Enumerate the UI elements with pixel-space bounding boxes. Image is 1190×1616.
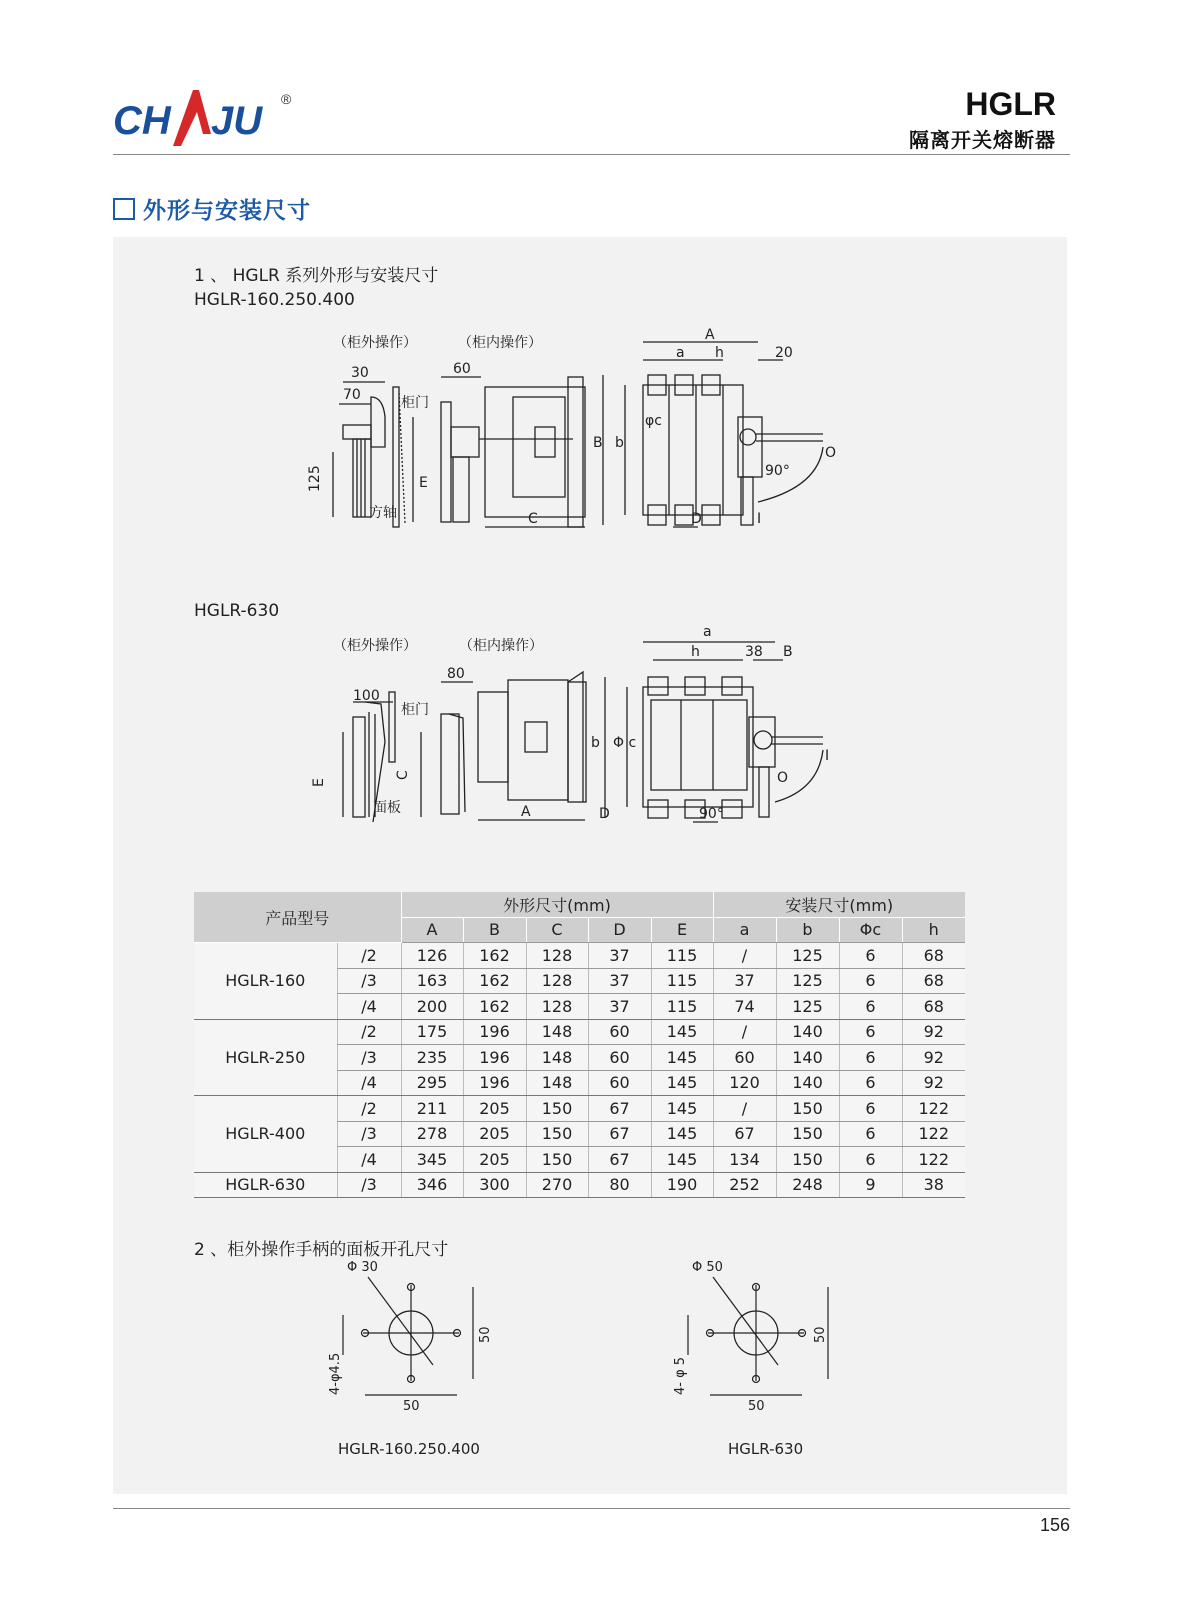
- th-model: 产品型号: [194, 892, 401, 943]
- cell-value: 190: [651, 1172, 713, 1198]
- cell-pole: /4: [337, 994, 401, 1020]
- cell-value: 175: [401, 1019, 463, 1045]
- cell-value: 6: [839, 1121, 902, 1147]
- diagram-2-model: HGLR-630: [194, 601, 280, 621]
- th-outline: 外形尺寸(mm): [401, 892, 713, 917]
- svg-text:80: 80: [447, 666, 465, 682]
- cell-value: 270: [526, 1172, 588, 1198]
- subsection-2-title: 2 、柜外操作手柄的面板开孔尺寸: [194, 1240, 449, 1260]
- cell-value: 9: [839, 1172, 902, 1198]
- svg-text:（柜内操作）: （柜内操作）: [459, 638, 543, 654]
- cutout-diagram-1: [323, 1255, 523, 1415]
- cell-value: 346: [401, 1172, 463, 1198]
- cell-value: 125: [776, 994, 839, 1020]
- subsection-1-title: 1 、 HGLR 系列外形与安装尺寸: [194, 266, 439, 286]
- svg-text:B: B: [783, 644, 793, 660]
- cutout-2-caption: HGLR-630: [728, 1440, 804, 1458]
- cell-value: 128: [526, 943, 588, 969]
- cell-value: 145: [651, 1019, 713, 1045]
- svg-text:a: a: [703, 624, 712, 640]
- svg-text:柜门: 柜门: [401, 702, 429, 718]
- cell-value: 140: [776, 1019, 839, 1045]
- cell-value: 68: [902, 968, 965, 994]
- svg-text:O: O: [777, 770, 789, 786]
- svg-text:38: 38: [745, 644, 763, 660]
- cell-pole: /2: [337, 943, 401, 969]
- th-col: Φc: [839, 917, 902, 943]
- cell-pole: /3: [337, 1121, 401, 1147]
- svg-text:4- φ 5: 4- φ 5: [673, 1356, 688, 1395]
- cell-pole: /3: [337, 1045, 401, 1071]
- diagram-hglr-160-250-400: [307, 327, 873, 537]
- cell-model: HGLR-250: [194, 1019, 337, 1096]
- cell-value: 345: [401, 1147, 463, 1173]
- th-col: D: [588, 917, 651, 943]
- cell-value: 163: [401, 968, 463, 994]
- svg-text:A: A: [521, 804, 531, 820]
- cell-value: 295: [401, 1070, 463, 1096]
- cell-value: 252: [713, 1172, 776, 1198]
- svg-text:B: B: [593, 435, 603, 451]
- cell-value: 235: [401, 1045, 463, 1071]
- svg-text:柜门: 柜门: [401, 395, 429, 411]
- svg-text:125: 125: [307, 465, 323, 492]
- cell-pole: /4: [337, 1070, 401, 1096]
- cell-model: HGLR-630: [194, 1172, 337, 1198]
- cell-model: HGLR-160: [194, 943, 337, 1020]
- footer-divider: [113, 1508, 1070, 1509]
- cell-value: 60: [588, 1045, 651, 1071]
- svg-text:O: O: [825, 445, 837, 461]
- cell-value: 126: [401, 943, 463, 969]
- cell-value: 92: [902, 1045, 965, 1071]
- svg-text:CH: CH: [113, 99, 171, 143]
- table-row: [194, 943, 965, 969]
- cell-pole: /3: [337, 968, 401, 994]
- cell-value: 140: [776, 1045, 839, 1071]
- th-col: b: [776, 917, 839, 943]
- cell-value: /: [713, 943, 776, 969]
- svg-text:D: D: [599, 806, 610, 822]
- svg-text:Φ 50: Φ 50: [692, 1260, 723, 1275]
- cell-value: 150: [526, 1096, 588, 1122]
- section-title: 外形与安装尺寸: [113, 192, 311, 225]
- svg-text:E: E: [311, 778, 327, 787]
- cell-value: 6: [839, 1045, 902, 1071]
- svg-text:（柜内操作）: （柜内操作）: [458, 335, 542, 351]
- cell-value: 67: [588, 1096, 651, 1122]
- cell-value: 115: [651, 943, 713, 969]
- content-panel: [113, 237, 1067, 1494]
- cell-value: 67: [588, 1147, 651, 1173]
- th-col: C: [526, 917, 588, 943]
- svg-text:90°: 90°: [765, 463, 790, 479]
- cell-value: 92: [902, 1019, 965, 1045]
- cell-value: 150: [526, 1121, 588, 1147]
- cell-value: 122: [902, 1121, 965, 1147]
- th-mount: 安装尺寸(mm): [713, 892, 965, 917]
- svg-text:h: h: [691, 644, 700, 660]
- svg-text:®: ®: [281, 91, 292, 107]
- cell-value: 162: [463, 968, 526, 994]
- cell-value: 68: [902, 994, 965, 1020]
- th-col: A: [401, 917, 463, 943]
- dimension-table: [194, 892, 965, 1198]
- cell-value: 37: [588, 968, 651, 994]
- th-col: B: [463, 917, 526, 943]
- cell-value: 60: [713, 1045, 776, 1071]
- cell-value: 150: [526, 1147, 588, 1173]
- cell-value: 67: [713, 1121, 776, 1147]
- cell-value: 150: [776, 1147, 839, 1173]
- cell-value: 122: [902, 1096, 965, 1122]
- cell-value: 6: [839, 968, 902, 994]
- cell-value: 196: [463, 1045, 526, 1071]
- cell-value: 60: [588, 1070, 651, 1096]
- svg-text:50: 50: [748, 1399, 765, 1414]
- cell-value: 205: [463, 1147, 526, 1173]
- diagram-1-model: HGLR-160.250.400: [194, 290, 355, 310]
- svg-text:A: A: [705, 327, 715, 343]
- chaju-logo: [113, 82, 313, 158]
- svg-text:50: 50: [478, 1326, 493, 1343]
- cell-value: 128: [526, 994, 588, 1020]
- cell-value: 6: [839, 943, 902, 969]
- svg-text:a: a: [676, 345, 685, 361]
- svg-text:面板: 面板: [373, 800, 401, 816]
- cell-pole: /2: [337, 1096, 401, 1122]
- svg-text:I: I: [825, 748, 830, 764]
- cell-value: 92: [902, 1070, 965, 1096]
- cell-value: 162: [463, 994, 526, 1020]
- cell-value: 162: [463, 943, 526, 969]
- th-col: a: [713, 917, 776, 943]
- svg-text:b: b: [591, 735, 600, 751]
- cutout-1-caption: HGLR-160.250.400: [338, 1440, 480, 1458]
- table-row: [194, 1172, 965, 1198]
- cell-value: 196: [463, 1070, 526, 1096]
- cell-value: 148: [526, 1045, 588, 1071]
- svg-text:h: h: [715, 345, 724, 361]
- svg-text:50: 50: [813, 1326, 828, 1343]
- th-col: E: [651, 917, 713, 943]
- th-col: h: [902, 917, 965, 943]
- cell-value: 6: [839, 1019, 902, 1045]
- svg-text:方轴: 方轴: [369, 505, 397, 521]
- svg-text:JU: JU: [211, 99, 263, 143]
- cell-value: 122: [902, 1147, 965, 1173]
- table-row: [194, 1096, 965, 1122]
- cell-value: 145: [651, 1045, 713, 1071]
- cell-pole: /2: [337, 1019, 401, 1045]
- svg-text:b: b: [615, 435, 624, 451]
- cell-pole: /3: [337, 1172, 401, 1198]
- diagram-hglr-630: [313, 622, 873, 837]
- cell-value: 145: [651, 1121, 713, 1147]
- cell-value: 211: [401, 1096, 463, 1122]
- cell-value: 140: [776, 1070, 839, 1096]
- svg-text:I: I: [757, 511, 762, 527]
- cell-value: 145: [651, 1070, 713, 1096]
- cell-value: 6: [839, 1147, 902, 1173]
- cell-value: 145: [651, 1147, 713, 1173]
- svg-text:（柜外操作）: （柜外操作）: [333, 335, 417, 351]
- svg-text:90°: 90°: [699, 806, 724, 822]
- cell-value: 125: [776, 968, 839, 994]
- svg-text:30: 30: [351, 365, 369, 381]
- cell-value: /: [713, 1019, 776, 1045]
- svg-text:C: C: [395, 770, 411, 780]
- cell-value: 120: [713, 1070, 776, 1096]
- cell-value: 128: [526, 968, 588, 994]
- svg-text:Φ c: Φ c: [613, 735, 637, 751]
- cell-value: 196: [463, 1019, 526, 1045]
- cell-value: 38: [902, 1172, 965, 1198]
- cell-value: 205: [463, 1096, 526, 1122]
- header-divider: [113, 154, 1070, 155]
- header-product-name: 隔离开关熔断器: [909, 128, 1056, 152]
- cell-value: 248: [776, 1172, 839, 1198]
- svg-text:C: C: [528, 511, 538, 527]
- svg-text:100: 100: [353, 688, 380, 704]
- cell-value: 74: [713, 994, 776, 1020]
- cell-value: /: [713, 1096, 776, 1122]
- cell-value: 125: [776, 943, 839, 969]
- cell-value: 115: [651, 994, 713, 1020]
- cell-value: 6: [839, 994, 902, 1020]
- cell-value: 150: [776, 1096, 839, 1122]
- cell-value: 205: [463, 1121, 526, 1147]
- cell-value: 148: [526, 1070, 588, 1096]
- cell-model: HGLR-400: [194, 1096, 337, 1173]
- svg-text:D: D: [691, 511, 702, 527]
- svg-text:20: 20: [775, 345, 793, 361]
- page-number: 156: [1039, 1515, 1070, 1535]
- svg-text:（柜外操作）: （柜外操作）: [333, 638, 417, 654]
- cell-value: 67: [588, 1121, 651, 1147]
- header-model: HGLR: [965, 86, 1056, 122]
- svg-text:50: 50: [403, 1399, 420, 1414]
- svg-text:Φ 30: Φ 30: [347, 1260, 378, 1275]
- cutout-diagram-2: [668, 1255, 868, 1415]
- cell-value: 60: [588, 1019, 651, 1045]
- svg-text:φc: φc: [645, 413, 662, 429]
- cell-value: 6: [839, 1096, 902, 1122]
- cell-value: 300: [463, 1172, 526, 1198]
- cell-value: 37: [588, 943, 651, 969]
- cell-value: 134: [713, 1147, 776, 1173]
- cell-value: 148: [526, 1019, 588, 1045]
- cell-value: 80: [588, 1172, 651, 1198]
- table-row: [194, 1019, 965, 1045]
- cell-value: 6: [839, 1070, 902, 1096]
- cell-value: 150: [776, 1121, 839, 1147]
- checkbox-square-icon: [113, 198, 135, 220]
- cell-value: 37: [588, 994, 651, 1020]
- cell-value: 145: [651, 1096, 713, 1122]
- cell-value: 115: [651, 968, 713, 994]
- svg-text:60: 60: [453, 361, 471, 377]
- cell-value: 68: [902, 943, 965, 969]
- svg-text:4-φ4.5: 4-φ4.5: [328, 1352, 343, 1395]
- cell-pole: /4: [337, 1147, 401, 1173]
- cell-value: 278: [401, 1121, 463, 1147]
- cell-value: 37: [713, 968, 776, 994]
- svg-text:70: 70: [343, 387, 361, 403]
- svg-text:E: E: [419, 475, 428, 491]
- cell-value: 200: [401, 994, 463, 1020]
